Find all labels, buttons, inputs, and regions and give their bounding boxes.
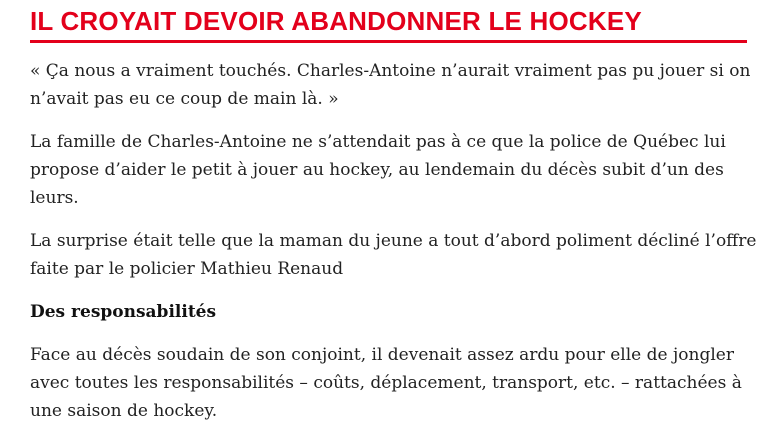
article-paragraph: Face au décès soudain de son conjoint, il devenait assez ardu pour elle de jongler avec toutes les responsabilités – coûts, déplacement, transport, etc. – rattachées à une saison de hockey. — [30, 345, 742, 421]
section-headline: IL CROYAIT DEVOIR ABANDONNER LE HOCKEY — [30, 6, 642, 36]
quote-paragraph: « Ça nous a vraiment touchés. Charles-Antoine n’aurait vraiment pas pu jouer si on n’avait pas eu ce coup de main là. » — [30, 61, 751, 109]
article-body — [30, 6, 760, 425]
article-paragraph: La surprise était telle que la maman du jeune a tout d’abord poliment décliné l’offre faite par le policier Mathieu Renaud — [30, 231, 757, 279]
subheading: Des responsabilités — [30, 302, 217, 322]
headline-underline — [30, 40, 747, 43]
article-paragraph: La famille de Charles-Antoine ne s’attendait pas à ce que la police de Québec lui propose d’aider le petit à jouer au hockey, au lendemain du décès subit d’un des leurs. — [30, 132, 726, 208]
